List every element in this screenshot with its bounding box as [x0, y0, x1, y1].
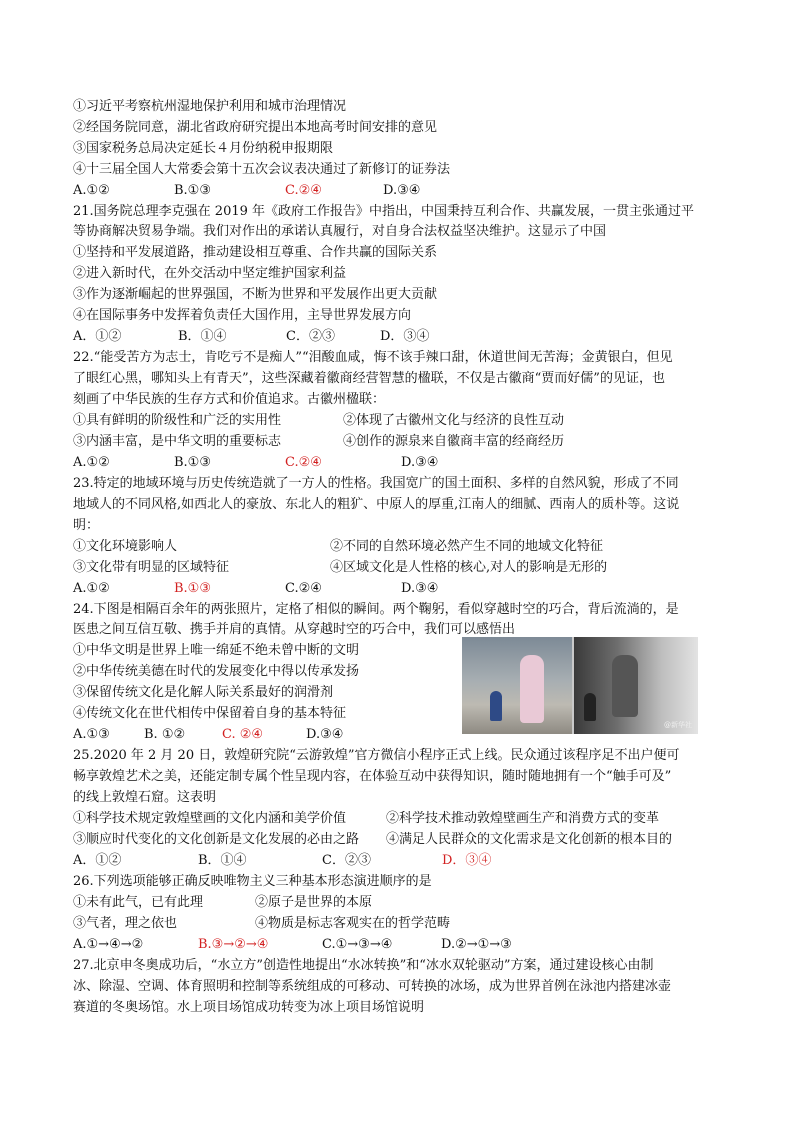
q24-item-4: ④传统文化在世代相传中保留着自身的基本特征	[73, 706, 347, 721]
q23-stem-line-3: 明：	[73, 518, 100, 533]
q25-item-4: ④满足人民群众的文化需求是文化创新的根本目的	[386, 832, 673, 847]
q26-item-1: ①未有此气，已有此理	[73, 895, 204, 910]
q23-item-2: ②不同的自然环境必然产生不同的地域文化特征	[330, 539, 604, 554]
q25-option-b: B．①④	[198, 853, 247, 868]
q22-stem-line-3: 刻画了中华民族的生存方式和价值追求。古徽州楹联：	[73, 392, 386, 407]
q23-option-c: C.②④	[285, 581, 322, 596]
q20-option-b: B.①③	[174, 183, 211, 198]
q21-item-2: ②进入新时代，在外交活动中坚定维护国家利益	[73, 266, 347, 281]
q25-option-d-answer: D．③④	[442, 853, 492, 868]
q21-option-a: A．①②	[73, 329, 122, 344]
q26-stem-line-1: 26.下列选项能够正确反映唯物主义三种基本形态演进顺序的是	[73, 874, 432, 889]
q20-item-1: ①习近平考察杭州湿地保护利用和城市治理情况	[73, 99, 347, 114]
q22-stem-line-1: 22.“能受苦方为志士，肯吃亏不是痴人”“泪酸血咸，悔不该手辣口甜，休道世间无苦海；金黄银白，但见	[73, 350, 673, 365]
q21-item-1: ①坚持和平发展道路，推动建设相互尊重、合作共赢的国际关系	[73, 245, 438, 260]
bowing-photo-pair	[462, 637, 698, 734]
q24-item-3: ③保留传统文化是化解人际关系最好的润滑剂	[73, 685, 334, 700]
q21-option-b: B．①④	[178, 329, 227, 344]
q26-option-a: A.①→④→②	[73, 937, 144, 952]
q25-item-3: ③顺应时代变化的文化创新是文化发展的必由之路	[73, 832, 360, 847]
q20-option-d: D.③④	[383, 183, 421, 198]
q26-option-b-answer: B.③→②→④	[198, 937, 269, 952]
q26-option-d: D.②→①→③	[441, 937, 512, 952]
q24-option-b: B. ①②	[144, 727, 186, 742]
q22-stem-line-2: 了眼红心黑，哪知头上有青天”，这些深藏着徽商经营智慧的楹联，不仅是古徽商“贾而好儒”的见证，也	[73, 371, 665, 386]
q27-stem-line-3: 赛道的冬奥场馆。水上项目场馆成功转变为冰上项目场馆说明	[73, 1000, 425, 1015]
q20-item-2: ②经国务院同意，湖北省政府研究提出本地高考时间安排的意见	[73, 120, 438, 135]
q23-option-a: A.①②	[73, 581, 110, 596]
q26-item-2: ②原子是世界的本原	[255, 895, 373, 910]
q22-option-a: A.①②	[73, 455, 110, 470]
q25-option-a: A．①②	[73, 853, 122, 868]
q27-stem-line-2: 冰、除湿、空调、体育照明和控制等系统组成的可移动、可转换的冰场，成为世界首例在泳池内搭建冰壶	[73, 979, 672, 994]
q24-option-a: A.①③	[73, 727, 110, 742]
child-figure	[490, 691, 502, 721]
q22-option-d: D.③④	[401, 455, 439, 470]
q25-stem-line-2: 畅享敦煌艺术之美，还能定制专属个性呈现内容，在体验互动中获得知识，随时随地拥有一个“触手可及”	[73, 769, 672, 784]
q20-option-c-answer: C.②④	[285, 183, 322, 198]
q22-item-3: ③内涵丰富，是中华文明的重要标志	[73, 434, 282, 449]
q21-item-4: ④在国际事务中发挥着负责任大国作用，主导世界发展方向	[73, 308, 412, 323]
q20-option-a: A.①②	[73, 183, 110, 198]
q26-option-c: C.①→③→④	[322, 937, 393, 952]
q24-option-d: D.③④	[306, 727, 344, 742]
q22-option-b: B.①③	[174, 455, 211, 470]
q20-item-3: ③国家税务总局决定延长４月份纳税申报期限	[73, 141, 334, 156]
q22-item-2: ②体现了古徽州文化与经济的良性互动	[343, 413, 565, 428]
q24-item-2: ②中华传统美德在时代的发展变化中得以传承发扬	[73, 664, 360, 679]
q23-stem-line-2: 地域人的不同风格,如西北人的豪放、东北人的粗犷、中原人的厚重,江南人的细腻、西南人的质朴等。这说	[73, 497, 680, 512]
modern-photo	[462, 637, 572, 734]
nurse-figure	[520, 655, 544, 723]
q20-item-4: ④十三届全国人大常委会第十五次会议表决通过了新修订的证券法	[73, 162, 451, 177]
q24-stem-line-1: 24.下图是相隔百余年的两张照片，定格了相似的瞬间。两个鞠躬，看似穿越时空的巧合，背后流淌的，是	[73, 602, 679, 617]
q23-option-d: D.③④	[401, 581, 439, 596]
q21-stem-line-2: 等协商解决贸易争端。我们对作出的承诺认真履行，对自身合法权益坚决维护。这显示了中国	[73, 224, 607, 239]
q22-item-1: ①具有鲜明的阶级性和广泛的实用性	[73, 413, 282, 428]
q25-option-c: C．②③	[322, 853, 371, 868]
photo-watermark: @新华社	[664, 721, 692, 729]
boy-figure	[584, 693, 596, 721]
q23-item-4: ④区域文化是人性格的核心,对人的影响是无形的	[330, 560, 608, 575]
q21-option-c: C．②③	[286, 329, 335, 344]
q26-item-3: ③气者，理之依也	[73, 916, 178, 931]
q21-stem-line-1: 21.国务院总理李克强在 2019 年《政府工作报告》中指出，中国秉持互利合作、共赢发展，一贯主张通过平	[73, 204, 695, 219]
q24-option-c-answer: C. ②④	[222, 727, 264, 742]
q23-item-1: ①文化环境影响人	[73, 539, 178, 554]
doctor-figure	[612, 655, 638, 717]
q21-option-d: D．③④	[380, 329, 430, 344]
q23-stem-line-1: 23.特定的地域环境与历史传统造就了一方人的性格。我国宽广的国土面积、多样的自然风貌，形成了不同	[73, 476, 679, 491]
q25-item-1: ①科学技术规定敦煌壁画的文化内涵和美学价值	[73, 811, 347, 826]
q24-item-1: ①中华文明是世界上唯一绵延不绝未曾中断的文明	[73, 643, 360, 658]
q25-stem-line-3: 的线上敦煌石窟。这表明	[73, 790, 217, 805]
q27-stem-line-1: 27.北京申冬奥成功后，“水立方”创造性地提出“水冰转换”和“冰水双轮驱动”方案，通过建设核心由制	[73, 958, 654, 973]
q23-option-b-answer: B.①③	[174, 581, 211, 596]
q24-stem-line-2: 医患之间互信互敬、携手并肩的真情。从穿越时空的巧合中，我们可以感悟出	[73, 622, 516, 637]
q23-item-3: ③文化带有明显的区域特征	[73, 560, 230, 575]
q25-stem-line-1: 25.2020 年 2 月 20 日，敦煌研究院“云游敦煌”官方微信小程序正式上线。民众通过该程序足不出户便可	[73, 748, 680, 763]
q22-option-c-answer: C.②④	[285, 455, 322, 470]
q22-item-4: ④创作的源泉来自徽商丰富的经商经历	[343, 434, 565, 449]
q25-item-2: ②科学技术推动敦煌壁画生产和消费方式的变革	[386, 811, 660, 826]
q26-item-4: ④物质是标志客观实在的哲学范畴	[255, 916, 451, 931]
q21-item-3: ③作为逐渐崛起的世界强国，不断为世界和平发展作出更大贡献	[73, 287, 438, 302]
